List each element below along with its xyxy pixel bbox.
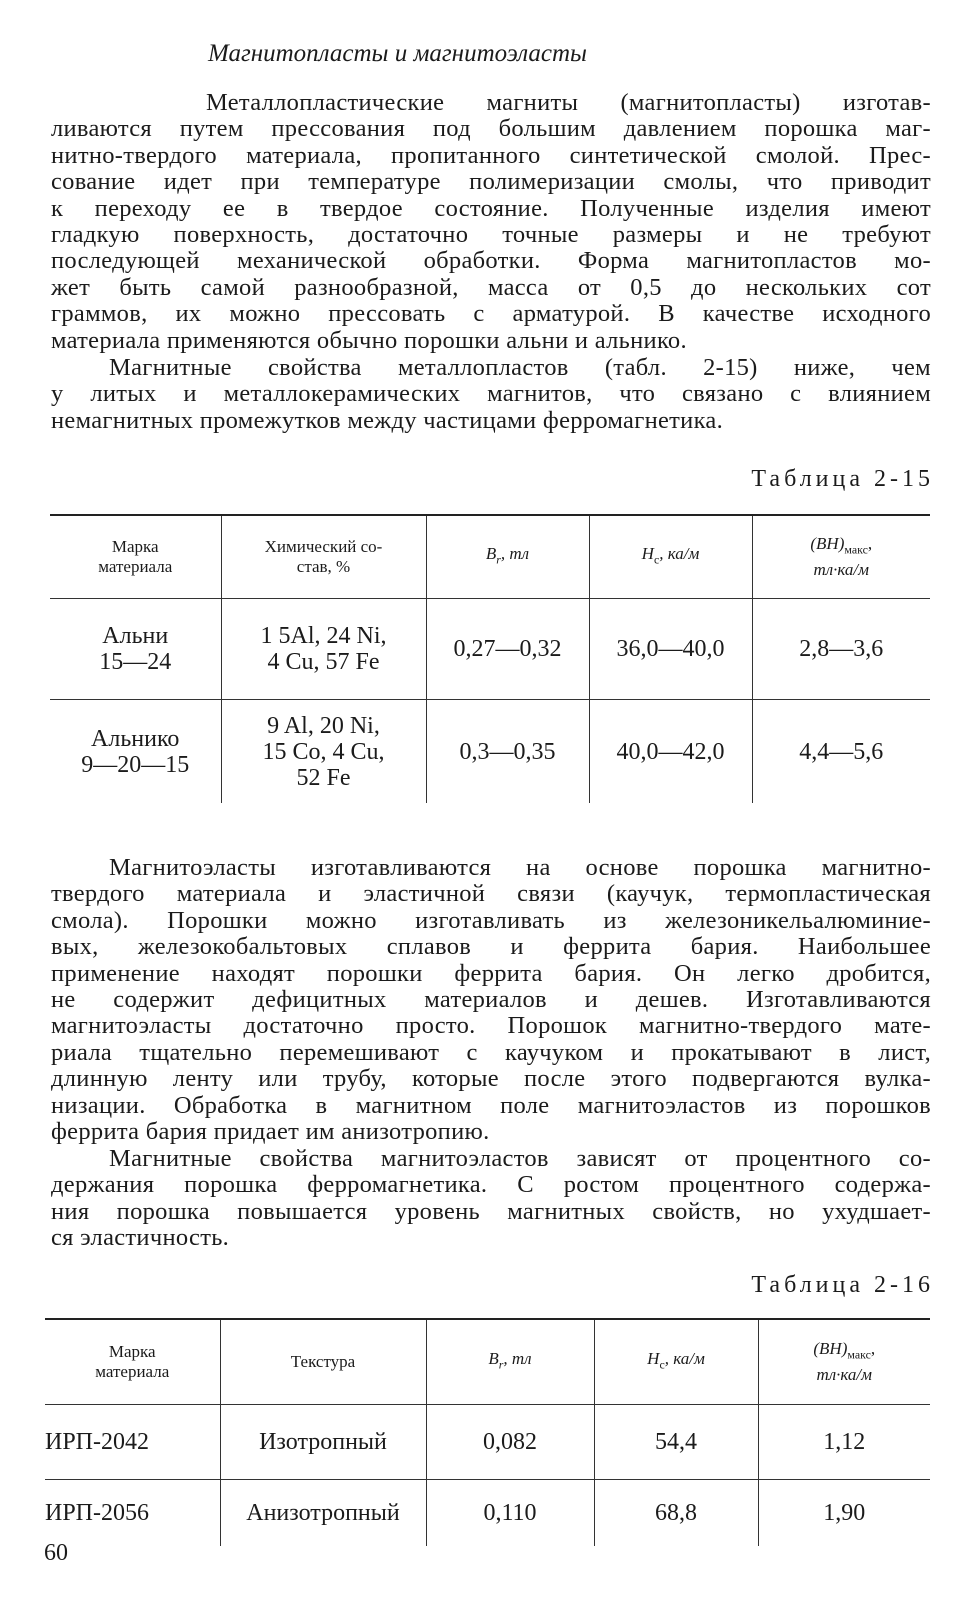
br-subscript: r (496, 552, 501, 567)
header-bh (752, 515, 930, 599)
paragraph-line: ливаются путем прессования под большим давлением порошка маг- (51, 115, 931, 143)
paragraph-line: ния порошка повышается уровень магнитных свойств, но ухудшает- (51, 1197, 931, 1225)
paragraph-line: Магнитные свойства металлопластов (табл. 2-15) ниже, чем (109, 354, 931, 381)
paragraph-4 (51, 1146, 931, 1252)
bh-unit-line2: тл·ка/м (816, 1364, 873, 1384)
paragraph-line: граммов, их можно прессовать с арматурой. В качестве исходного (51, 300, 931, 328)
header-br (426, 1319, 594, 1405)
bh-subscript: макс (844, 542, 868, 557)
paragraph-line: Магнитоэласты изготавливаются на основе порошка магнитно- (109, 854, 931, 881)
paragraph-line: ся эластичность. (51, 1224, 230, 1252)
cell-bh: 2,8—3,6 (752, 599, 930, 700)
paragraph-line: смола). Порошки можно изготавливать из железоникельалюминие- (51, 906, 931, 934)
paragraph-1 (51, 90, 931, 354)
paragraph-line: длинную ленту или трубу, которые после этого подвергаются вулка- (51, 1065, 931, 1093)
paragraph-line: феррита бария придает им анизотропию. (51, 1117, 490, 1145)
header-grade: Марка материала (50, 515, 221, 599)
cell-grade: ИРП-2056 (45, 1500, 150, 1526)
hc-unit: , ка/м (659, 544, 700, 564)
bh-symbol: (BH) (810, 534, 845, 554)
table-2-16-caption: Таблица 2-16 (751, 1272, 934, 1298)
br-symbol: B (485, 544, 497, 564)
bh-unit: , (867, 534, 873, 554)
table-2-16 (45, 1318, 930, 1546)
cell-bh: 4,4—5,6 (752, 700, 930, 804)
paragraph-line: у литых и металлокерамических магнитов, что связано с влиянием (51, 380, 931, 408)
cell-grade: ИРП-2042 (45, 1405, 220, 1480)
cell-composition: 9 Al, 20 Ni, 15 Co, 4 Cu, 52 Fe (221, 700, 426, 804)
header-composition: Химический со- став, % (221, 515, 426, 599)
paragraph-line: вых, железокобальтовых сплавов и феррита бария. Наибольшее (51, 933, 931, 961)
bh-unit: , (870, 1339, 876, 1359)
bh-symbol: (BH) (813, 1339, 848, 1359)
paragraph-line: твердого материала и эластичной связи (каучук, термопластическая (51, 880, 931, 908)
paragraph-line: нитно-твердого материала, пропитанного синтетической смолой. Прес- (51, 141, 931, 169)
cell-hc: 40,0—42,0 (589, 700, 752, 804)
cell-br: 0,110 (426, 1480, 594, 1547)
table-row (50, 599, 930, 700)
paragraph-2 (51, 355, 931, 434)
bh-subscript: макс (847, 1347, 871, 1362)
paragraph-line: последующей механической обработки. Форма магнитопластов мо- (51, 247, 931, 275)
table-row (45, 1405, 930, 1480)
paragraph-line: риала тщательно перемешивают с каучуком и прокатывают в лист, (51, 1038, 931, 1066)
table-row (45, 1480, 930, 1547)
paragraph-line: немагнитных промежутков между частицами ферромагнетика. (51, 406, 724, 434)
table-2-15 (50, 514, 930, 803)
hc-subscript: c (653, 552, 660, 567)
header-hc (594, 1319, 758, 1405)
paragraph-line: Магнитные свойства магнитоэластов зависят от процентного со- (109, 1145, 931, 1172)
cell-hc: 36,0—40,0 (589, 599, 752, 700)
paragraph-line: материала применяются обычно порошки альни и альнико. (51, 326, 687, 354)
cell-br: 0,082 (426, 1405, 594, 1480)
header-texture: Текстура (220, 1319, 426, 1405)
cell-texture: Анизотропный (220, 1480, 426, 1547)
paragraph-line: гладкую поверхность, достаточно точные размеры и не требуют (51, 220, 931, 248)
cell-br: 0,27—0,32 (426, 599, 589, 700)
table-2-15-caption: Таблица 2-15 (751, 466, 934, 492)
header-bh (758, 1319, 930, 1405)
br-unit: , тл (503, 1349, 532, 1369)
page-number: 60 (44, 1540, 68, 1566)
br-unit: , тл (500, 544, 530, 564)
paragraph-line: сование идет при температуре полимеризации смолы, что приводит (51, 168, 931, 196)
cell-composition: 1 5Al, 24 Ni, 4 Cu, 57 Fe (221, 599, 426, 700)
paragraph-3 (51, 855, 931, 1145)
hc-symbol: H (641, 544, 654, 564)
cell-bh: 1,12 (758, 1405, 930, 1480)
header-hc (589, 515, 752, 599)
cell-hc: 68,8 (594, 1480, 758, 1547)
section-title: Магнитопласты и магнитоэласты (208, 40, 587, 67)
hc-unit: , ка/м (664, 1349, 705, 1369)
hc-symbol: H (647, 1349, 660, 1369)
paragraph-line: держания порошка ферромагнетика. С ростом процентного содержа- (51, 1171, 931, 1199)
hc-subscript: c (659, 1357, 665, 1372)
cell-texture: Изотропный (220, 1405, 426, 1480)
header-grade: Марка материала (45, 1319, 220, 1405)
cell-br: 0,3—0,35 (426, 700, 589, 804)
paragraph-line: низации. Обработка в магнитном поле магнитоэластов из порошков (51, 1091, 931, 1119)
paragraph-line: применение находят порошки феррита бария. Он легко дробится, (51, 959, 931, 987)
cell-bh: 1,90 (758, 1480, 930, 1547)
paragraph-line: жет быть самой разнообразной, масса от 0,5 до нескольких сот (51, 273, 931, 301)
cell-grade: Альнико 9—20—15 (81, 725, 190, 778)
table-row (50, 700, 930, 804)
paragraph-line: Металлопластические магниты (магнитопласты) изготав- (206, 89, 931, 116)
paragraph-line: к переходу ее в твердое состояние. Полученные изделия имеют (51, 194, 931, 222)
cell-hc: 54,4 (594, 1405, 758, 1480)
paragraph-line: магнитоэласты достаточно просто. Порошок магнитно-твердого мате- (51, 1012, 931, 1040)
br-symbol: B (488, 1349, 499, 1369)
cell-grade: Альни 15—24 (50, 599, 221, 700)
br-subscript: r (498, 1357, 504, 1372)
bh-unit-line2: тл·ка/м (813, 559, 870, 579)
header-br (426, 515, 589, 599)
paragraph-line: не содержит дефицитных материалов и дешев. Изготавливаются (51, 985, 931, 1013)
